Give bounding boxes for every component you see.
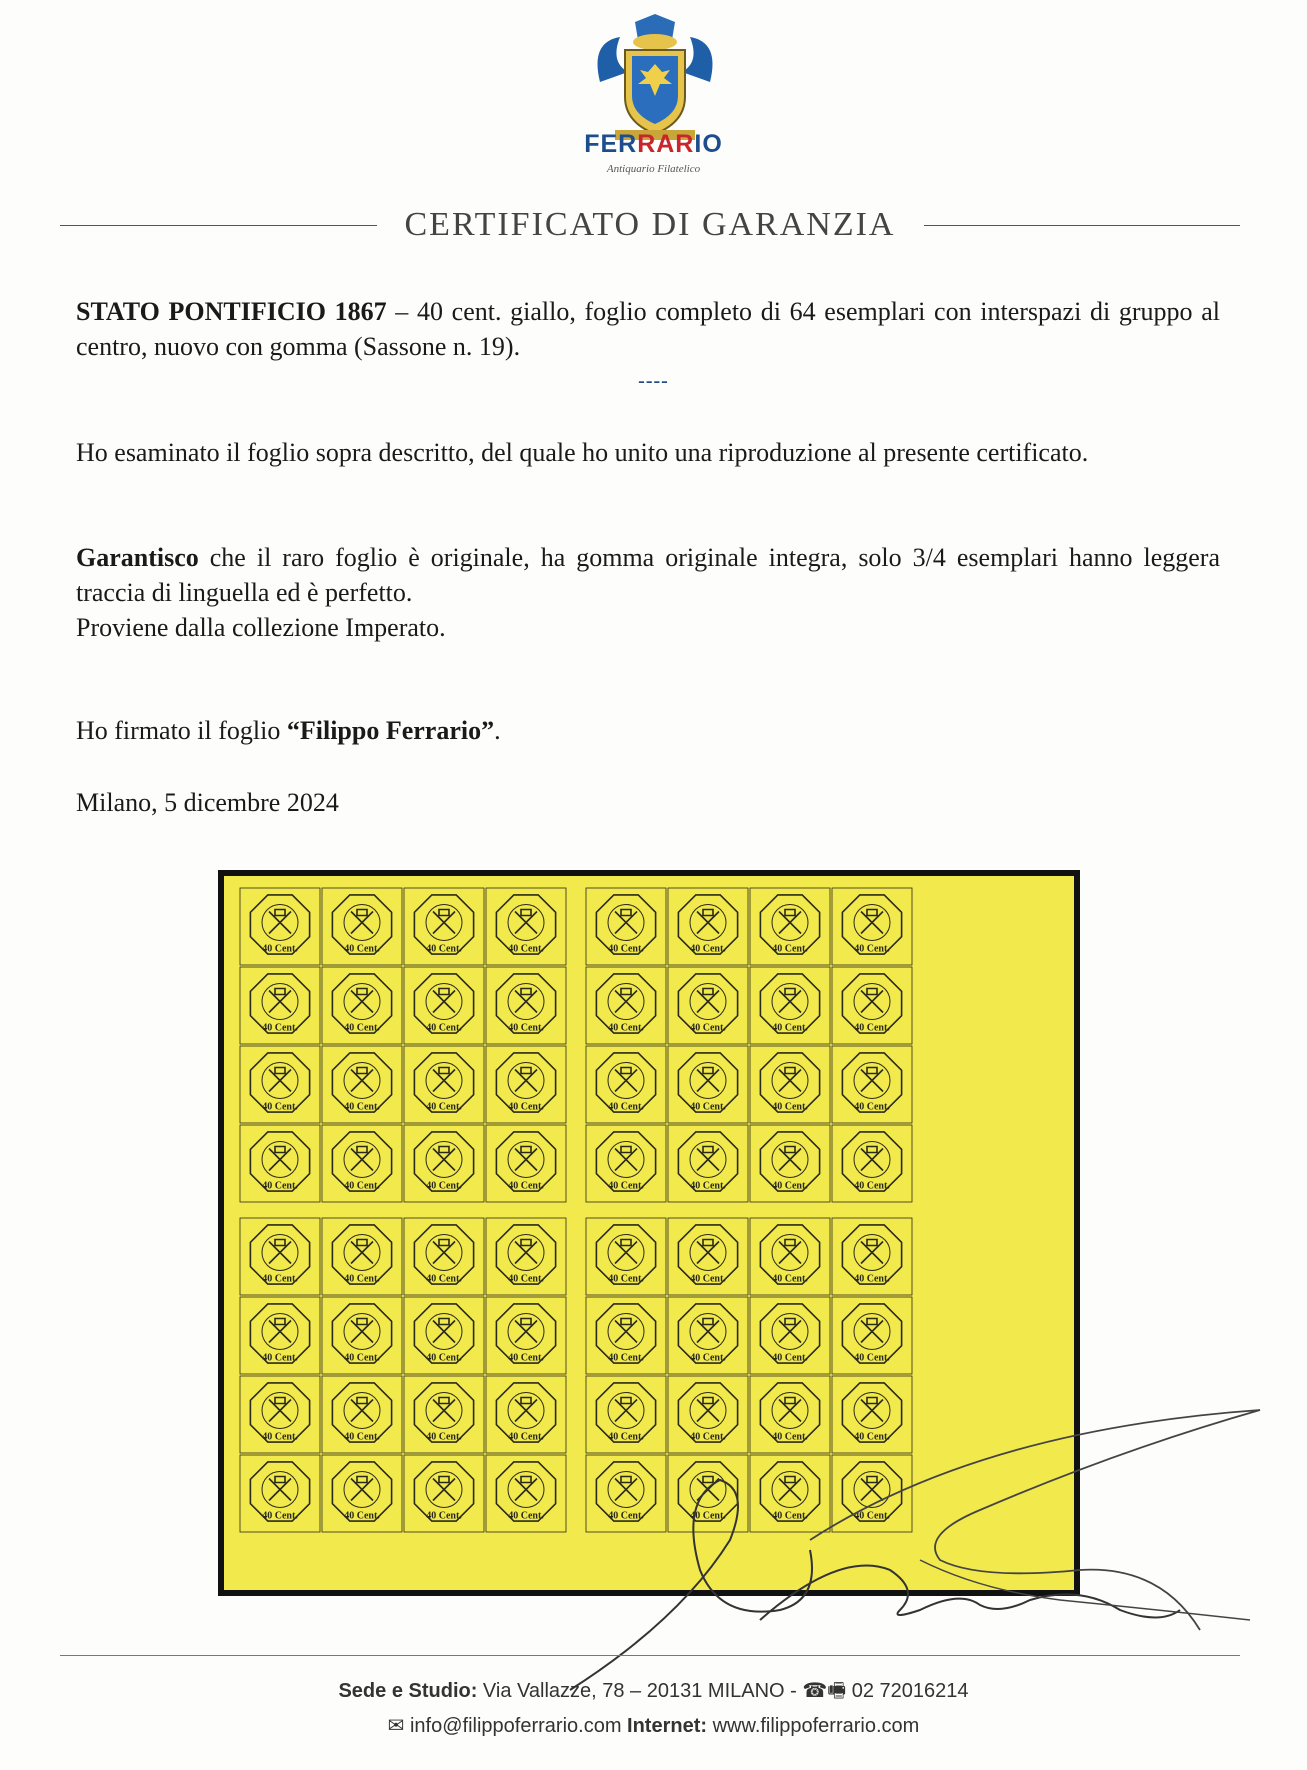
- stamp-value-label: 40 Cent.: [690, 1431, 726, 1443]
- stamp: [750, 1125, 830, 1202]
- stamp: [486, 888, 566, 965]
- stamp-value-label: 40 Cent.: [690, 1273, 726, 1285]
- stamp-value-label: 40 Cent.: [772, 1022, 808, 1034]
- phone-fax-icon: ☎🖷: [802, 1680, 847, 1702]
- signed-text: Ho firmato il foglio: [76, 716, 287, 745]
- stamp-value-label: 40 Cent.: [344, 1101, 380, 1113]
- place-date: Milano, 5 dicembre 2024: [76, 788, 339, 817]
- stamp-value-label: 40 Cent.: [608, 1101, 644, 1113]
- stamp: [832, 1046, 912, 1123]
- stamp-value-label: 40 Cent.: [608, 1180, 644, 1192]
- footer-email[interactable]: info@filippoferrario.com: [404, 1715, 628, 1737]
- stamp-value-label: 40 Cent.: [690, 1352, 726, 1364]
- stamp-value-label: 40 Cent.: [508, 1431, 544, 1443]
- stamp-value-label: 40 Cent.: [690, 1101, 726, 1113]
- stamp: [486, 1125, 566, 1202]
- stamp-value-label: 40 Cent.: [426, 1352, 462, 1364]
- stamp-value-label: 40 Cent.: [426, 1101, 462, 1113]
- stamp-value-label: 40 Cent.: [262, 1431, 298, 1443]
- stamp: [750, 1455, 830, 1532]
- stamp: [240, 1125, 320, 1202]
- brand-name: FERRARIO: [584, 130, 723, 158]
- stamp-value-label: 40 Cent.: [690, 1510, 726, 1522]
- footer-label-internet: Internet:: [627, 1715, 708, 1737]
- footer-label-office: Sede e Studio:: [338, 1680, 478, 1702]
- stamp-value-label: 40 Cent.: [772, 1510, 808, 1522]
- stamp: [322, 1455, 402, 1532]
- signed-name: “Filippo Ferrario”: [286, 716, 495, 745]
- stamp-value-label: 40 Cent.: [772, 1273, 808, 1285]
- stamp: [486, 1297, 566, 1374]
- stamp: [586, 967, 666, 1044]
- document-title: CERTIFICATO DI GARANZIA: [404, 206, 896, 243]
- stamp: [832, 1125, 912, 1202]
- guarantee-bold: Garantisco: [76, 543, 199, 572]
- stamp: [240, 1455, 320, 1532]
- stamp-value-label: 40 Cent.: [608, 943, 644, 955]
- stamp: [322, 1125, 402, 1202]
- stamp-value-label: 40 Cent.: [262, 1180, 298, 1192]
- stamp: [240, 1376, 320, 1453]
- stamp-value-label: 40 Cent.: [426, 1180, 462, 1192]
- stamp: [586, 888, 666, 965]
- stamp-value-label: 40 Cent.: [344, 943, 380, 955]
- stamp: [832, 888, 912, 965]
- stamp-value-label: 40 Cent.: [426, 1510, 462, 1522]
- stamp-value-label: 40 Cent.: [608, 1273, 644, 1285]
- stamp-value-label: 40 Cent.: [262, 1273, 298, 1285]
- stamp: [668, 888, 748, 965]
- stamp-value-label: 40 Cent.: [854, 943, 890, 955]
- stamp-value-label: 40 Cent.: [344, 1273, 380, 1285]
- stamp-value-label: 40 Cent.: [690, 1180, 726, 1192]
- stamp-value-label: 40 Cent.: [508, 1273, 544, 1285]
- stamp: [404, 1297, 484, 1374]
- stamp: [486, 1046, 566, 1123]
- stamp: [668, 1125, 748, 1202]
- stamp: [668, 967, 748, 1044]
- stamp-value-label: 40 Cent.: [344, 1180, 380, 1192]
- stamp: [750, 967, 830, 1044]
- stamp-value-label: 40 Cent.: [508, 943, 544, 955]
- stamp-value-label: 40 Cent.: [344, 1352, 380, 1364]
- guarantee-paragraph: [76, 540, 1220, 645]
- stamp: [322, 1376, 402, 1453]
- stamp-value-label: 40 Cent.: [426, 1022, 462, 1034]
- stamp-value-label: 40 Cent.: [262, 1510, 298, 1522]
- footer-rule: [60, 1655, 1240, 1656]
- title-rule-right: [924, 225, 1241, 226]
- stamp: [750, 1218, 830, 1295]
- title-rule-left: [60, 225, 377, 226]
- stamp: [586, 1455, 666, 1532]
- stamp-value-label: 40 Cent.: [426, 1431, 462, 1443]
- description-paragraph: [76, 294, 1220, 364]
- stamp: [832, 1218, 912, 1295]
- stamp: [750, 1046, 830, 1123]
- stamp: [404, 1218, 484, 1295]
- stamp: [486, 1218, 566, 1295]
- stamp-value-label: 40 Cent.: [608, 1510, 644, 1522]
- footer-address: [0, 1676, 1307, 1710]
- stamp: [240, 1046, 320, 1123]
- stamp-value-label: 40 Cent.: [772, 943, 808, 955]
- stamp: [404, 1125, 484, 1202]
- stamp: [240, 1218, 320, 1295]
- signed-paragraph: [76, 713, 1220, 748]
- stamp: [486, 1376, 566, 1453]
- stamp: [668, 1046, 748, 1123]
- stamp: [586, 1046, 666, 1123]
- stamp-value-label: 40 Cent.: [772, 1101, 808, 1113]
- stamp-value-label: 40 Cent.: [854, 1352, 890, 1364]
- stamp: [486, 967, 566, 1044]
- stamp-value-label: 40 Cent.: [508, 1022, 544, 1034]
- stamp: [404, 1376, 484, 1453]
- stamp-value-label: 40 Cent.: [344, 1510, 380, 1522]
- stamp: [240, 888, 320, 965]
- stamp: [240, 1297, 320, 1374]
- stamp: [404, 967, 484, 1044]
- footer-phone: 02 72016214: [846, 1680, 969, 1702]
- stamp-value-label: 40 Cent.: [344, 1431, 380, 1443]
- stamp-value-label: 40 Cent.: [426, 943, 462, 955]
- stamp: [832, 967, 912, 1044]
- stamp-value-label: 40 Cent.: [262, 1022, 298, 1034]
- stamp-value-label: 40 Cent.: [772, 1180, 808, 1192]
- stamp: [750, 1297, 830, 1374]
- stamp: [668, 1297, 748, 1374]
- description-text: – 40 cent. giallo, foglio completo di 64 esemplari con interspazi di gruppo al centro, nuovo con gomma (Sassone n. 19).: [76, 297, 1220, 361]
- stamp: [404, 1455, 484, 1532]
- stamp-value-label: 40 Cent.: [608, 1022, 644, 1034]
- guarantee-text: che il raro foglio è originale, ha gomma originale integra, solo 3/4 esemplari hanno leggera traccia di linguella ed è perfetto.: [76, 543, 1220, 607]
- stamp: [832, 1297, 912, 1374]
- stamp: [750, 888, 830, 965]
- stamp: [668, 1218, 748, 1295]
- stamp: [586, 1218, 666, 1295]
- envelope-icon: ✉: [387, 1715, 405, 1737]
- stamp: [322, 1046, 402, 1123]
- stamp: [668, 1376, 748, 1453]
- stamp-value-label: 40 Cent.: [772, 1352, 808, 1364]
- stamp-sheet-image: [224, 876, 1074, 1590]
- stamp-value-label: 40 Cent.: [508, 1352, 544, 1364]
- stamp: [322, 1218, 402, 1295]
- stamp: [832, 1455, 912, 1532]
- stamp-value-label: 40 Cent.: [508, 1101, 544, 1113]
- stamp: [240, 967, 320, 1044]
- stamp: [586, 1125, 666, 1202]
- stamp: [322, 967, 402, 1044]
- stamp: [668, 1455, 748, 1532]
- stamp: [404, 888, 484, 965]
- stamp-value-label: 40 Cent.: [262, 1101, 298, 1113]
- stamp-value-label: 40 Cent.: [854, 1022, 890, 1034]
- brand-subtitle: Antiquario Filatelico: [606, 163, 701, 175]
- stamp-value-label: 40 Cent.: [508, 1510, 544, 1522]
- stamp: [586, 1376, 666, 1453]
- description-bold: STATO PONTIFICIO 1867: [76, 297, 387, 326]
- provenance-text: Proviene dalla collezione Imperato.: [76, 613, 446, 642]
- stamp: [486, 1455, 566, 1532]
- stamp: [832, 1376, 912, 1453]
- examination-paragraph: Ho esaminato il foglio sopra descritto, del quale ho unito una riproduzione al presente certificato.: [76, 438, 1089, 467]
- stamp-sheet-svg: [224, 876, 1074, 1590]
- footer-contacts: [0, 1713, 1307, 1738]
- stamp-value-label: 40 Cent.: [608, 1352, 644, 1364]
- stamp-value-label: 40 Cent.: [508, 1180, 544, 1192]
- footer-website[interactable]: www.filippoferrario.com: [707, 1715, 920, 1737]
- footer-address-text: Via Vallazze, 78 – 20131 MILANO -: [477, 1680, 803, 1702]
- stamp-value-label: 40 Cent.: [854, 1431, 890, 1443]
- signed-end: .: [494, 716, 501, 745]
- stamp-value-label: 40 Cent.: [426, 1273, 462, 1285]
- stamp: [322, 888, 402, 965]
- stamp-sheet-frame: [218, 870, 1080, 1596]
- stamp: [322, 1297, 402, 1374]
- stamp-value-label: 40 Cent.: [690, 943, 726, 955]
- stamp-value-label: 40 Cent.: [690, 1022, 726, 1034]
- separator: ----: [638, 370, 669, 392]
- stamp-value-label: 40 Cent.: [772, 1431, 808, 1443]
- stamp-value-label: 40 Cent.: [854, 1273, 890, 1285]
- stamp-value-label: 40 Cent.: [854, 1510, 890, 1522]
- stamp-value-label: 40 Cent.: [854, 1101, 890, 1113]
- stamp-value-label: 40 Cent.: [262, 943, 298, 955]
- stamp-value-label: 40 Cent.: [262, 1352, 298, 1364]
- stamp-value-label: 40 Cent.: [344, 1022, 380, 1034]
- stamp-value-label: 40 Cent.: [854, 1180, 890, 1192]
- stamp: [404, 1046, 484, 1123]
- stamp: [586, 1297, 666, 1374]
- stamp: [750, 1376, 830, 1453]
- title-row: [60, 205, 1240, 245]
- stamp-value-label: 40 Cent.: [608, 1431, 644, 1443]
